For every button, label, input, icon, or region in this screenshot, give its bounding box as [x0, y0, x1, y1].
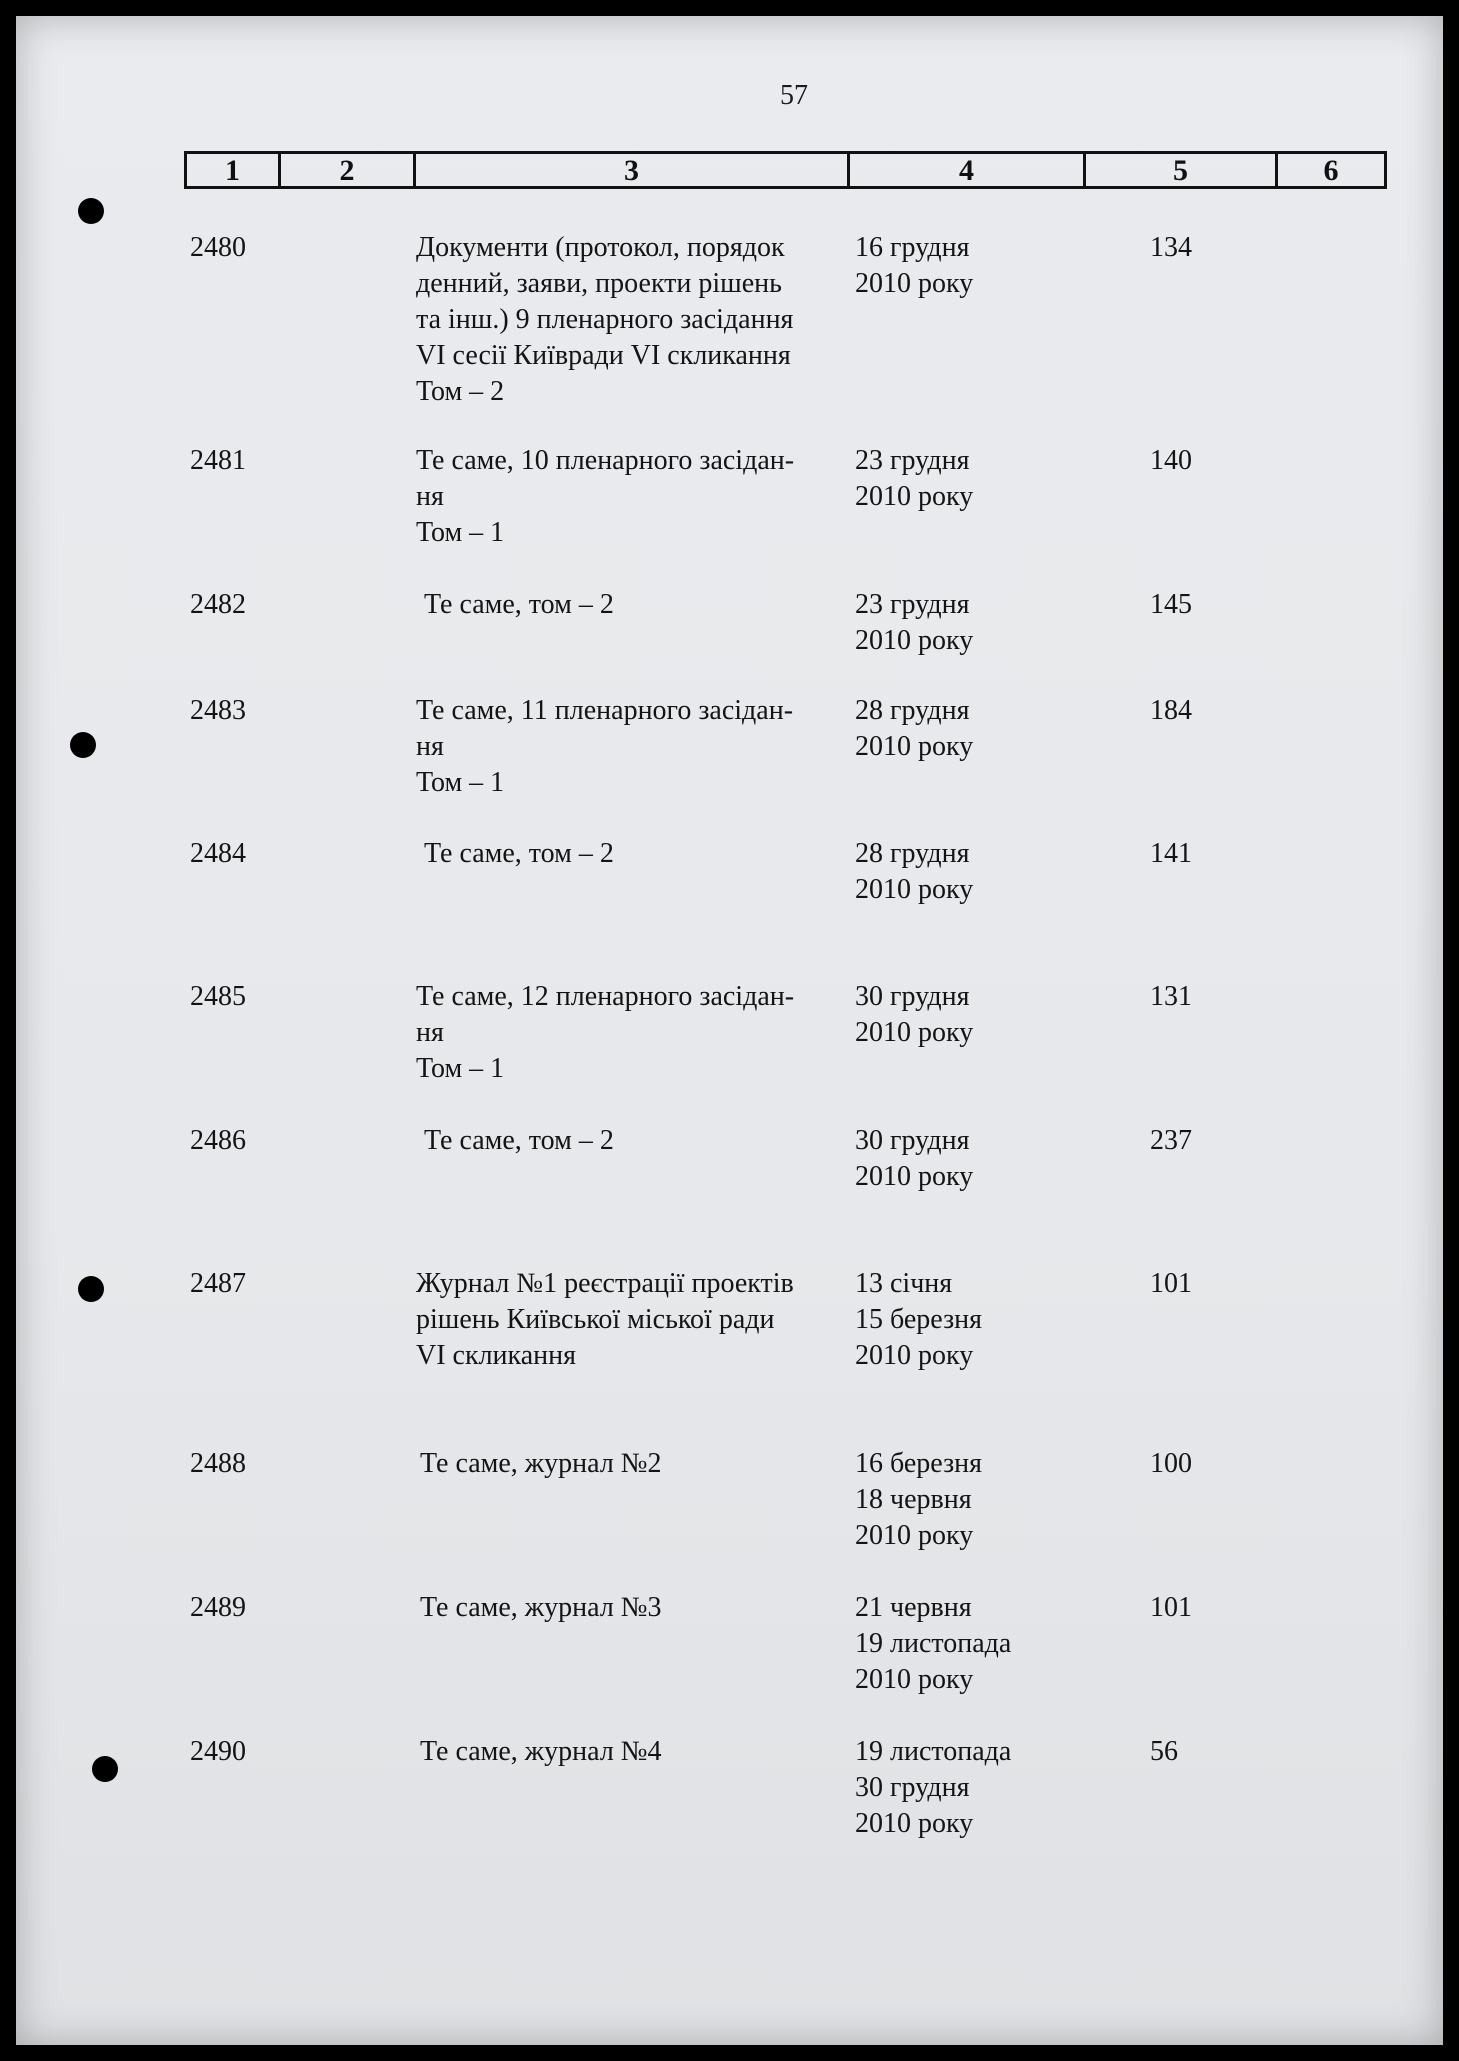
- header-col-2: 2: [281, 154, 416, 186]
- file-number: 2481: [190, 445, 246, 476]
- file-title: Документи (протокол, порядок денний, заяви, проекти рішень та інш.) 9 пленарного засідання VI сесії Київради VI скликання Том – 2: [416, 232, 794, 407]
- file-title: Те саме, том – 2: [424, 589, 614, 620]
- file-number: 2484: [190, 838, 246, 869]
- file-title: Те саме, 10 пленарного засідан- ня Том – 1: [416, 445, 795, 548]
- file-number: 2480: [190, 232, 246, 263]
- sheet-count: 131: [1150, 981, 1192, 1012]
- file-number: 2490: [190, 1736, 246, 1767]
- header-col-1: 1: [187, 154, 281, 186]
- file-title: Те саме, журнал №2: [420, 1448, 662, 1479]
- file-date: 16 березня 18 червня 2010 року: [855, 1448, 982, 1551]
- file-date: 23 грудня 2010 року: [855, 589, 974, 656]
- file-title: Журнал №1 реєстрації проектів рішень Київської міської ради VI скликання: [416, 1268, 794, 1371]
- file-date: 28 грудня 2010 року: [855, 695, 974, 762]
- header-col-3: 3: [416, 154, 850, 186]
- sheet-count: 101: [1150, 1592, 1192, 1623]
- header-col-6: 6: [1323, 154, 1339, 187]
- header-col-4: 4: [850, 154, 1086, 186]
- file-number: 2487: [190, 1268, 246, 1299]
- sheet-count: 100: [1150, 1448, 1192, 1479]
- punch-hole: [92, 1756, 118, 1782]
- file-title: Те саме, том – 2: [424, 1125, 614, 1156]
- file-title: Те саме, журнал №3: [420, 1592, 662, 1623]
- file-number: 2488: [190, 1448, 246, 1479]
- file-date: 16 грудня 2010 року: [855, 232, 974, 299]
- sheet-count: 56: [1150, 1736, 1178, 1767]
- file-number: 2489: [190, 1592, 246, 1623]
- table-header: [184, 151, 1387, 189]
- file-date: 28 грудня 2010 року: [855, 838, 974, 905]
- file-number: 2485: [190, 981, 246, 1012]
- punch-hole: [78, 198, 104, 224]
- file-date: 13 січня 15 березня 2010 року: [855, 1268, 982, 1371]
- file-date: 30 грудня 2010 року: [855, 1125, 974, 1192]
- file-title: Те саме, журнал №4: [420, 1736, 662, 1767]
- file-title: Те саме, 11 пленарного засідан- ня Том – 1: [416, 695, 794, 798]
- file-number: 2483: [190, 695, 246, 726]
- file-title: Те саме, том – 2: [424, 838, 614, 869]
- file-date: 30 грудня 2010 року: [855, 981, 974, 1048]
- sheet-count: 141: [1150, 838, 1192, 869]
- punch-hole: [70, 732, 96, 758]
- file-date: 21 червня 19 листопада 2010 року: [855, 1592, 1012, 1695]
- sheet-count: 145: [1150, 589, 1192, 620]
- file-title: Те саме, 12 пленарного засідан- ня Том – 1: [416, 981, 795, 1084]
- file-date: 23 грудня 2010 року: [855, 445, 974, 512]
- sheet-count: 184: [1150, 695, 1192, 726]
- punch-hole: [78, 1276, 104, 1302]
- sheet-count: 101: [1150, 1268, 1192, 1299]
- sheet-count: 140: [1150, 445, 1192, 476]
- file-number: 2482: [190, 589, 246, 620]
- sheet-count: 237: [1150, 1125, 1192, 1156]
- file-number: 2486: [190, 1125, 246, 1156]
- file-date: 19 листопада 30 грудня 2010 року: [855, 1736, 1012, 1839]
- header-col-5: 5: [1086, 154, 1278, 186]
- sheet-count: 134: [1150, 232, 1192, 263]
- page-number: 57: [780, 80, 808, 111]
